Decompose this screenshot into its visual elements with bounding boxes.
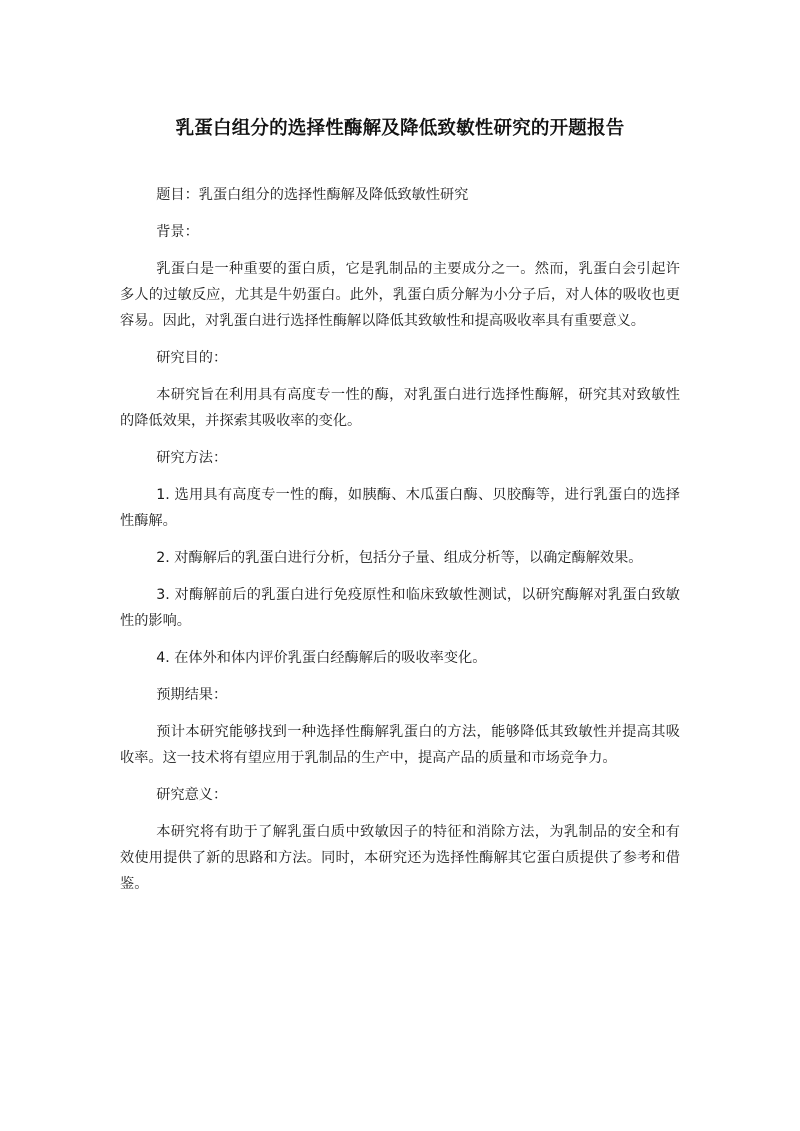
method-item-4: 4. 在体外和体内评价乳蛋白经酶解后的吸收率变化。 [156,650,487,666]
document-title: 乳蛋白组分的选择性酶解及降低致敏性研究的开题报告 [175,118,625,139]
expected-results-paragraph: 预计本研究能够找到一种选择性酶解乳蛋白的方法，能够降低其致敏性并提高其吸收率。这一技术将有望应用于乳制品的生产中，提高产品的质量和市场竞争力。 [120,724,680,766]
background-paragraph: 乳蛋白是一种重要的蛋白质，它是乳制品的主要成分之一。然而，乳蛋白会引起许多人的过敏反应，尤其是牛奶蛋白。此外，乳蛋白质分解为小分子后，对人体的吸收也更容易。因此，对乳蛋白进行选择性酶解以降低其致敏性和提高吸收率具有重要意义。 [120,261,680,329]
section-heading-expected-results: 预期结果： [156,687,228,703]
method-item-3: 3. 对酶解前后的乳蛋白进行免疫原性和临床致敏性测试，以研究酶解对乳蛋白致敏性的影响。 [120,587,680,629]
section-heading-purpose: 研究目的： [156,350,228,366]
significance-paragraph: 本研究将有助于了解乳蛋白质中致敏因子的特征和消除方法，为乳制品的安全和有效使用提供了新的思路和方法。同时，本研究还为选择性酶解其它蛋白质提供了参考和借鉴。 [120,824,680,892]
topic-line: 题目：乳蛋白组分的选择性酶解及降低致敏性研究 [156,187,469,203]
section-heading-background: 背景： [156,224,199,240]
method-item-1: 1. 选用具有高度专一性的酶，如胰酶、木瓜蛋白酶、贝胶酶等，进行乳蛋白的选择性酶解。 [120,487,680,529]
document-body [120,182,680,897]
method-item-2: 2. 对酶解后的乳蛋白进行分析，包括分子量、组成分析等，以确定酶解效果。 [156,550,643,566]
section-heading-methods: 研究方法： [156,450,228,466]
purpose-paragraph: 本研究旨在利用具有高度专一性的酶，对乳蛋白进行选择性酶解，研究其对致敏性的降低效果，并探索其吸收率的变化。 [120,387,680,429]
section-heading-significance: 研究意义： [156,787,228,803]
